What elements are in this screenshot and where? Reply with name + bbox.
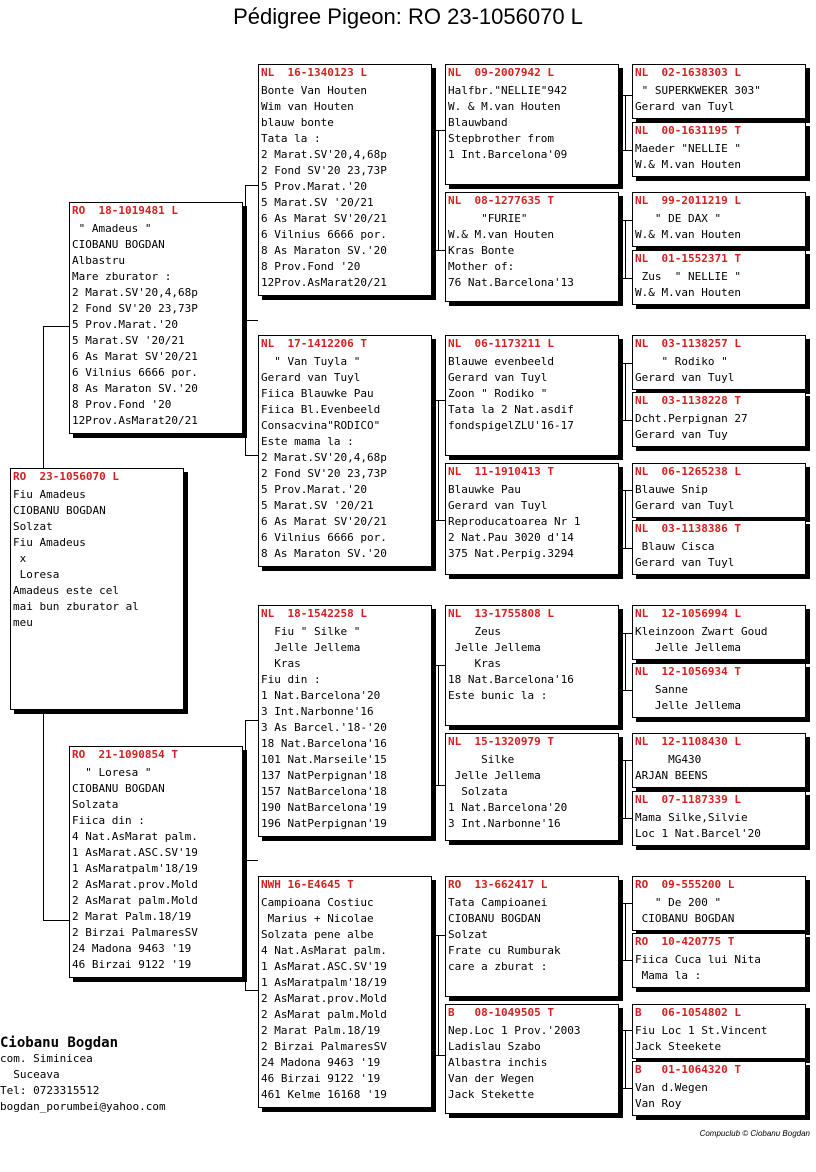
connector-line bbox=[625, 220, 626, 278]
pigeon-card-g13 bbox=[632, 876, 806, 931]
ring-number: NL 11-1910413 T bbox=[448, 465, 554, 478]
pigeon-info-line: Sanne bbox=[635, 683, 688, 696]
pigeon-info-line: Kleinzoon Zwart Goud bbox=[635, 625, 768, 638]
connector-line bbox=[243, 320, 258, 321]
pigeon-info-line: Tata Campioanei bbox=[448, 896, 548, 909]
pigeon-info-line: 2 Marat Palm.18/19 bbox=[261, 1024, 381, 1037]
pigeon-info-line: Blauwke Pau bbox=[448, 483, 521, 496]
ring-number: NL 17-1412206 T bbox=[261, 337, 367, 350]
connector-line bbox=[625, 633, 626, 690]
connector-line bbox=[625, 363, 626, 420]
pigeon-info-line: " SUPERKWEKER 303" bbox=[635, 84, 761, 97]
pigeon-info-line: MG430 bbox=[635, 753, 702, 766]
connector-line bbox=[438, 400, 439, 520]
connector-line bbox=[243, 860, 258, 861]
pigeon-info-line: " De 200 " bbox=[635, 896, 722, 909]
ring-number: NL 16-1340123 L bbox=[261, 66, 367, 79]
pigeon-card-ss bbox=[258, 64, 432, 296]
pigeon-info-line: Fiu din : bbox=[261, 673, 321, 686]
pigeon-info-line: Jelle Jellema bbox=[635, 699, 741, 712]
connector-line bbox=[625, 95, 626, 150]
pigeon-info-line: 190 NatBarcelona'19 bbox=[261, 801, 387, 814]
ring-number: NL 12-1056994 L bbox=[635, 607, 741, 620]
pigeon-info-line: Fiica Bl.Evenbeeld bbox=[261, 403, 381, 416]
pigeon-info-line: 76 Nat.Barcelona'13 bbox=[448, 276, 574, 289]
pigeon-info-line: 196 NatPerpignan'19 bbox=[261, 817, 387, 830]
pigeon-info-line: 4 Nat.AsMarat palm. bbox=[261, 944, 387, 957]
pigeon-info-line: 1 Int.Barcelona'09 bbox=[448, 148, 568, 161]
connector-line bbox=[625, 490, 626, 548]
ring-number: RO 10-420775 T bbox=[635, 935, 735, 948]
pigeon-info-line: " Rodiko " bbox=[635, 355, 728, 368]
pigeon-card-ds bbox=[258, 605, 432, 837]
connector-line bbox=[43, 326, 44, 468]
pigeon-info-line: 6 As Marat SV'20/21 bbox=[261, 212, 387, 225]
pigeon-info-line: 2 Fond SV'20 23,73P bbox=[261, 467, 387, 480]
ring-number: NL 15-1320979 T bbox=[448, 735, 554, 748]
pigeon-info-line: 137 NatPerpignan'18 bbox=[261, 769, 387, 782]
pigeon-info-line: 101 Nat.Marseile'15 bbox=[261, 753, 387, 766]
pigeon-info-line: Jelle Jellema bbox=[448, 769, 541, 782]
ring-number: NL 99-2011219 L bbox=[635, 194, 741, 207]
pigeon-info-line: 3 As Barcel.'18-'20 bbox=[261, 721, 387, 734]
pigeon-info-line: 8 As Maraton SV.'20 bbox=[261, 547, 387, 560]
pigeon-info-line: Bonte Van Houten bbox=[261, 84, 367, 97]
pigeon-info-line: Maeder "NELLIE " bbox=[635, 142, 741, 155]
pigeon-info-line: 24 Madona 9463 '19 bbox=[261, 1056, 381, 1069]
pigeon-info-line: Dcht.Perpignan 27 bbox=[635, 412, 748, 425]
pigeon-info-line: Van der Wegen bbox=[448, 1072, 535, 1085]
ring-number: B 01-1064320 T bbox=[635, 1063, 741, 1076]
pigeon-info-line: CIOBANU BOGDAN bbox=[72, 782, 165, 795]
pigeon-info-line: Zoon " Rodiko " bbox=[448, 387, 548, 400]
pigeon-info-line: Mama Silke,Silvie bbox=[635, 811, 748, 824]
connector-line bbox=[432, 250, 445, 251]
connector-line bbox=[432, 1055, 445, 1056]
owner-block bbox=[0, 1035, 166, 1115]
pigeon-info-line: Tata la : bbox=[261, 132, 321, 145]
pigeon-info-line: Fiica Blauwke Pau bbox=[261, 387, 374, 400]
ring-number: NWH 16-E4645 T bbox=[261, 878, 354, 891]
pigeon-info-line: Jelle Jellema bbox=[261, 641, 361, 654]
pigeon-card-g14 bbox=[632, 933, 806, 988]
pigeon-info-line: 3 Int.Narbonne'16 bbox=[261, 705, 374, 718]
pigeon-info-line: 6 As Marat SV'20/21 bbox=[72, 350, 198, 363]
ring-number: NL 06-1173211 L bbox=[448, 337, 554, 350]
connector-line bbox=[438, 130, 439, 250]
connector-line bbox=[245, 185, 258, 186]
pigeon-info-line: Gerard van Tuyl bbox=[448, 371, 548, 384]
pigeon-info-line: 6 Vilnius 6666 por. bbox=[72, 366, 198, 379]
pigeon-info-line: Fiu Amadeus bbox=[13, 536, 86, 549]
connector-line bbox=[619, 1088, 632, 1089]
pigeon-info-line: Jelle Jellema bbox=[448, 641, 541, 654]
pigeon-info-line: Jack Steekete bbox=[635, 1040, 722, 1053]
pigeon-info-line: Solzat bbox=[448, 928, 488, 941]
pigeon-info-line: Campioana Costiuc bbox=[261, 896, 374, 909]
pigeon-info-line: Mother of: bbox=[448, 260, 515, 273]
pigeon-info-line: 46 Birzai 9122 '19 bbox=[72, 958, 192, 971]
pigeon-card-g6 bbox=[632, 392, 806, 447]
connector-line bbox=[438, 665, 439, 785]
pigeon-info-line: Gerard van Tuyl bbox=[635, 100, 735, 113]
connector-line bbox=[619, 960, 632, 961]
pigeon-info-line: Marius + Nicolae bbox=[261, 912, 374, 925]
pigeon-card-dsd bbox=[445, 733, 619, 841]
pigeon-info-line: Kras Bonte bbox=[448, 244, 515, 257]
pigeon-info-line: Solzata bbox=[72, 798, 119, 811]
owner-phone: Tel: 0723315512 bbox=[0, 1084, 100, 1097]
pigeon-info-line: Gerard van Tuyl bbox=[261, 371, 361, 384]
pigeon-info-line: ARJAN BEENS bbox=[635, 769, 708, 782]
pigeon-info-line: Este mama la : bbox=[261, 435, 354, 448]
pigeon-info-line: Albastru bbox=[72, 254, 125, 267]
pigeon-info-line: " Loresa " bbox=[72, 766, 152, 779]
pigeon-info-line: 5 Marat.SV '20/21 bbox=[72, 334, 185, 347]
pigeon-info-line: 1 AsMaratpalm'18/19 bbox=[261, 976, 387, 989]
pigeon-info-line: CIOBANU BOGDAN bbox=[448, 912, 541, 925]
pigeon-info-line: 2 Marat.SV'20,4,68p bbox=[72, 286, 198, 299]
pigeon-info-line: Mama la : bbox=[635, 969, 702, 982]
pigeon-info-line: W.& M.van Houten bbox=[635, 228, 741, 241]
pigeon-info-line: 461 Kelme 16168 '19 bbox=[261, 1088, 387, 1101]
pigeon-info-line: care a zburat : bbox=[448, 960, 548, 973]
pigeon-info-line: fondspigelZLU'16-17 bbox=[448, 419, 574, 432]
pigeon-info-line: 1 Nat.Barcelona'20 bbox=[261, 689, 381, 702]
pigeon-info-line: 46 Birzai 9122 '19 bbox=[261, 1072, 381, 1085]
connector-line bbox=[432, 785, 445, 786]
pigeon-card-g5 bbox=[632, 335, 806, 390]
pigeon-info-line: " Van Tuyla " bbox=[261, 355, 361, 368]
pigeon-info-line: 1 Nat.Barcelona'20 bbox=[448, 801, 568, 814]
pigeon-info-line: 5 Marat.SV '20/21 bbox=[261, 499, 374, 512]
connector-line bbox=[619, 150, 632, 151]
pigeon-info-line: Gerard van Tuyl bbox=[448, 499, 548, 512]
pigeon-info-line: CIOBANU BOGDAN bbox=[72, 238, 165, 251]
pigeon-info-line: 2 Birzai PalmaresSV bbox=[72, 926, 198, 939]
pigeon-info-line: W. & M.van Houten bbox=[448, 100, 561, 113]
pigeon-info-line: 1 AsMarat.ASC.SV'19 bbox=[72, 846, 198, 859]
pigeon-info-line: Blauwe evenbeeld bbox=[448, 355, 554, 368]
owner-address: com. Siminicea bbox=[0, 1052, 93, 1065]
connector-line bbox=[619, 690, 632, 691]
pigeon-card-sdd bbox=[445, 463, 619, 575]
pigeon-info-line: Loc 1 Nat.Barcel'20 bbox=[635, 827, 761, 840]
pigeon-info-line: 1 AsMarat.ASC.SV'19 bbox=[261, 960, 387, 973]
ring-number: NL 01-1552371 T bbox=[635, 252, 741, 265]
pigeon-info-line: Fiu Loc 1 St.Vincent bbox=[635, 1024, 768, 1037]
pigeon-card-sire bbox=[69, 202, 243, 434]
pigeon-card-sds bbox=[445, 335, 619, 456]
pigeon-info-line: Fiu Amadeus bbox=[13, 488, 86, 501]
pigeon-info-line: Kras bbox=[261, 657, 301, 670]
pigeon-info-line: 2 Marat Palm.18/19 bbox=[72, 910, 192, 923]
pigeon-card-ssd bbox=[445, 192, 619, 302]
pigeon-card-dam bbox=[69, 746, 243, 978]
connector-line bbox=[619, 548, 632, 549]
pigeon-card-g8 bbox=[632, 520, 806, 575]
pigeon-info-line: x bbox=[13, 552, 27, 565]
pigeon-card-g16 bbox=[632, 1061, 806, 1116]
pigeon-info-line: " DE DAX " bbox=[635, 212, 722, 225]
pigeon-info-line: 12Prov.AsMarat20/21 bbox=[72, 414, 198, 427]
owner-city: Suceava bbox=[0, 1068, 60, 1081]
connector-line bbox=[43, 710, 44, 920]
pigeon-info-line: Solzat bbox=[13, 520, 53, 533]
page-title: Pédigree Pigeon: RO 23-1056070 L bbox=[233, 4, 583, 29]
pigeon-info-line: Gerard van Tuyl bbox=[635, 556, 735, 569]
ring-number: NL 03-1138257 L bbox=[635, 337, 741, 350]
pigeon-info-line: Fiu " Silke " bbox=[261, 625, 361, 638]
pigeon-card-ddd bbox=[445, 1004, 619, 1114]
pigeon-card-g2 bbox=[632, 122, 806, 177]
pigeon-info-line: 3 Int.Narbonne'16 bbox=[448, 817, 561, 830]
pigeon-info-line: 8 As Maraton SV.'20 bbox=[72, 382, 198, 395]
connector-line bbox=[619, 818, 632, 819]
pigeon-info-line: 2 AsMarat palm.Mold bbox=[72, 894, 198, 907]
ring-number: NL 13-1755808 L bbox=[448, 607, 554, 620]
ring-number: RO 23-1056070 L bbox=[13, 470, 119, 483]
ring-number: NL 09-2007942 L bbox=[448, 66, 554, 79]
pigeon-info-line: 5 Marat.SV '20/21 bbox=[261, 196, 374, 209]
pigeon-info-line: CIOBANU BOGDAN bbox=[13, 504, 106, 517]
ring-number: NL 08-1277635 T bbox=[448, 194, 554, 207]
pigeon-card-g12 bbox=[632, 791, 806, 846]
pigeon-info-line: Nep.Loc 1 Prov.'2003 bbox=[448, 1024, 581, 1037]
pigeon-info-line: Halfbr."NELLIE"942 bbox=[448, 84, 568, 97]
pigeon-info-line: meu bbox=[13, 616, 33, 629]
pigeon-info-line: 2 Nat.Pau 3020 d'14 bbox=[448, 531, 574, 544]
pigeon-card-g1 bbox=[632, 64, 806, 119]
pigeon-card-dds bbox=[445, 876, 619, 997]
pigeon-info-line: Blauwe Snip bbox=[635, 483, 708, 496]
pigeon-info-line: Tata la 2 Nat.asdif bbox=[448, 403, 574, 416]
ring-number: B 08-1049505 T bbox=[448, 1006, 554, 1019]
pigeon-info-line: W.& M.van Houten bbox=[635, 158, 741, 171]
connector-line bbox=[625, 903, 626, 960]
pigeon-info-line: Van d.Wegen bbox=[635, 1081, 708, 1094]
pigeon-info-line: Solzata pene albe bbox=[261, 928, 374, 941]
pigeon-card-g3 bbox=[632, 192, 806, 247]
pigeon-info-line: Mare zburator : bbox=[72, 270, 172, 283]
connector-line bbox=[245, 720, 246, 990]
pigeon-info-line: Consacvina"RODICO" bbox=[261, 419, 381, 432]
ring-number: NL 00-1631195 T bbox=[635, 124, 741, 137]
pigeon-card-sss bbox=[445, 64, 619, 185]
ring-number: NL 18-1542258 L bbox=[261, 607, 367, 620]
pigeon-info-line: 375 Nat.Perpig.3294 bbox=[448, 547, 574, 560]
pigeon-info-line: 5 Prov.Marat.'20 bbox=[261, 483, 367, 496]
pigeon-card-g4 bbox=[632, 250, 806, 305]
pigeon-info-line: 5 Prov.Marat.'20 bbox=[72, 318, 178, 331]
pigeon-info-line: 6 Vilnius 6666 por. bbox=[261, 228, 387, 241]
connector-line bbox=[625, 1030, 626, 1088]
ring-number: NL 07-1187339 L bbox=[635, 793, 741, 806]
pigeon-info-line: Gerard van Tuyl bbox=[635, 499, 735, 512]
pigeon-info-line: CIOBANU BOGDAN bbox=[635, 912, 735, 925]
pigeon-info-line: Kras bbox=[448, 657, 501, 670]
pigeon-card-dss bbox=[445, 605, 619, 726]
pigeon-info-line: 4 Nat.AsMarat palm. bbox=[72, 830, 198, 843]
pigeon-info-line: Amadeus este cel bbox=[13, 584, 119, 597]
pigeon-info-line: mai bun zburator al bbox=[13, 600, 139, 613]
pigeon-info-line: 18 Nat.Barcelona'16 bbox=[448, 673, 574, 686]
pigeon-info-line: Stepbrother from bbox=[448, 132, 554, 145]
pigeon-card-subject bbox=[10, 468, 184, 710]
pigeon-info-line: Jack Stekette bbox=[448, 1088, 535, 1101]
pigeon-info-line: 18 Nat.Barcelona'16 bbox=[261, 737, 387, 750]
pigeon-info-line: 12Prov.AsMarat20/21 bbox=[261, 276, 387, 289]
pigeon-card-g15 bbox=[632, 1004, 806, 1059]
ring-number: B 06-1054802 L bbox=[635, 1006, 741, 1019]
pigeon-info-line: 2 AsMarat palm.Mold bbox=[261, 1008, 387, 1021]
pigeon-info-line: Gerard van Tuyl bbox=[635, 371, 735, 384]
pigeon-info-line: Wim van Houten bbox=[261, 100, 354, 113]
pigeon-info-line: 8 As Maraton SV.'20 bbox=[261, 244, 387, 257]
pigeon-info-line: Reproducatoarea Nr 1 bbox=[448, 515, 581, 528]
pigeon-info-line: 2 Marat.SV'20,4,68p bbox=[261, 451, 387, 464]
pigeon-info-line: Zeus bbox=[448, 625, 501, 638]
pigeon-info-line: Silke bbox=[448, 753, 515, 766]
pigeon-info-line: 2 Fond SV'20 23,73P bbox=[261, 164, 387, 177]
pigeon-info-line: 1 AsMaratpalm'18/19 bbox=[72, 862, 198, 875]
pigeon-info-line: 157 NatBarcelona'18 bbox=[261, 785, 387, 798]
pigeon-info-line: 5 Prov.Marat.'20 bbox=[261, 180, 367, 193]
ring-number: RO 09-555200 L bbox=[635, 878, 735, 891]
ring-number: NL 03-1138386 T bbox=[635, 522, 741, 535]
pigeon-info-line: 8 Prov.Fond '20 bbox=[261, 260, 361, 273]
pigeon-info-line: 2 AsMarat.prov.Mold bbox=[261, 992, 387, 1005]
ring-number: RO 18-1019481 L bbox=[72, 204, 178, 217]
pigeon-info-line: Gerard van Tuy bbox=[635, 428, 728, 441]
pigeon-info-line: 2 Marat.SV'20,4,68p bbox=[261, 148, 387, 161]
owner-name: Ciobanu Bogdan bbox=[0, 1035, 119, 1051]
pigeon-info-line: Frate cu Rumburak bbox=[448, 944, 561, 957]
pigeon-info-line: W.& M.van Houten bbox=[635, 286, 741, 299]
pigeon-info-line: Fiica din : bbox=[72, 814, 145, 827]
pigeon-info-line: Jelle Jellema bbox=[635, 641, 741, 654]
connector-line bbox=[43, 920, 69, 921]
connector-line bbox=[619, 420, 632, 421]
pigeon-info-line: Loresa bbox=[13, 568, 60, 581]
pigeon-info-line: Van Roy bbox=[635, 1097, 682, 1110]
pigeon-card-sd bbox=[258, 335, 432, 567]
pigeon-info-line: 2 Birzai PalmaresSV bbox=[261, 1040, 387, 1053]
pigeon-info-line: Blauw Cisca bbox=[635, 540, 715, 553]
pigeon-info-line: 6 Vilnius 6666 por. bbox=[261, 531, 387, 544]
pigeon-card-g7 bbox=[632, 463, 806, 518]
connector-line bbox=[438, 935, 439, 1055]
pigeon-info-line: 24 Madona 9463 '19 bbox=[72, 942, 192, 955]
connector-line bbox=[619, 278, 632, 279]
pigeon-info-line: " Amadeus " bbox=[72, 222, 152, 235]
pigeon-info-line: W.& M.van Houten bbox=[448, 228, 554, 241]
pigeon-info-line: "FURIE" bbox=[448, 212, 528, 225]
pigeon-info-line: 6 As Marat SV'20/21 bbox=[261, 515, 387, 528]
pigeon-info-line: Blauwband bbox=[448, 116, 508, 129]
pigeon-info-line: 2 AsMarat.prov.Mold bbox=[72, 878, 198, 891]
pigeon-card-g11 bbox=[632, 733, 806, 788]
ring-number: RO 21-1090854 T bbox=[72, 748, 178, 761]
pigeon-info-line: blauw bonte bbox=[261, 116, 334, 129]
ring-number: NL 12-1108430 L bbox=[635, 735, 741, 748]
pigeon-info-line: Fiica Cuca lui Nita bbox=[635, 953, 761, 966]
ring-number: NL 06-1265238 L bbox=[635, 465, 741, 478]
pigeon-card-dd bbox=[258, 876, 432, 1108]
pigeon-info-line: Ladislau Szabo bbox=[448, 1040, 541, 1053]
pigeon-info-line: Albastra inchis bbox=[448, 1056, 548, 1069]
pigeon-info-line: Zus " NELLIE " bbox=[635, 270, 741, 283]
connector-line bbox=[432, 520, 445, 521]
owner-email: bogdan_porumbei@yahoo.com bbox=[0, 1100, 166, 1113]
pigeon-info-line: 8 Prov.Fond '20 bbox=[72, 398, 172, 411]
pigeon-info-line: Este bunic la : bbox=[448, 689, 548, 702]
connector-line bbox=[245, 455, 258, 456]
ring-number: NL 12-1056934 T bbox=[635, 665, 741, 678]
pigeon-card-g9 bbox=[632, 605, 806, 660]
connector-line bbox=[625, 760, 626, 818]
connector-line bbox=[43, 326, 69, 327]
ring-number: NL 03-1138228 T bbox=[635, 394, 741, 407]
connector-line bbox=[245, 720, 258, 721]
pigeon-card-g10 bbox=[632, 663, 806, 718]
ring-number: NL 02-1638303 L bbox=[635, 66, 741, 79]
ring-number: RO 13-662417 L bbox=[448, 878, 548, 891]
pigeon-info-line: 2 Fond SV'20 23,73P bbox=[72, 302, 198, 315]
footer-credit: Compuclub © Ciobanu Bogdan bbox=[699, 1129, 810, 1138]
pigeon-info-line: Solzata bbox=[448, 785, 508, 798]
connector-line bbox=[245, 990, 258, 991]
